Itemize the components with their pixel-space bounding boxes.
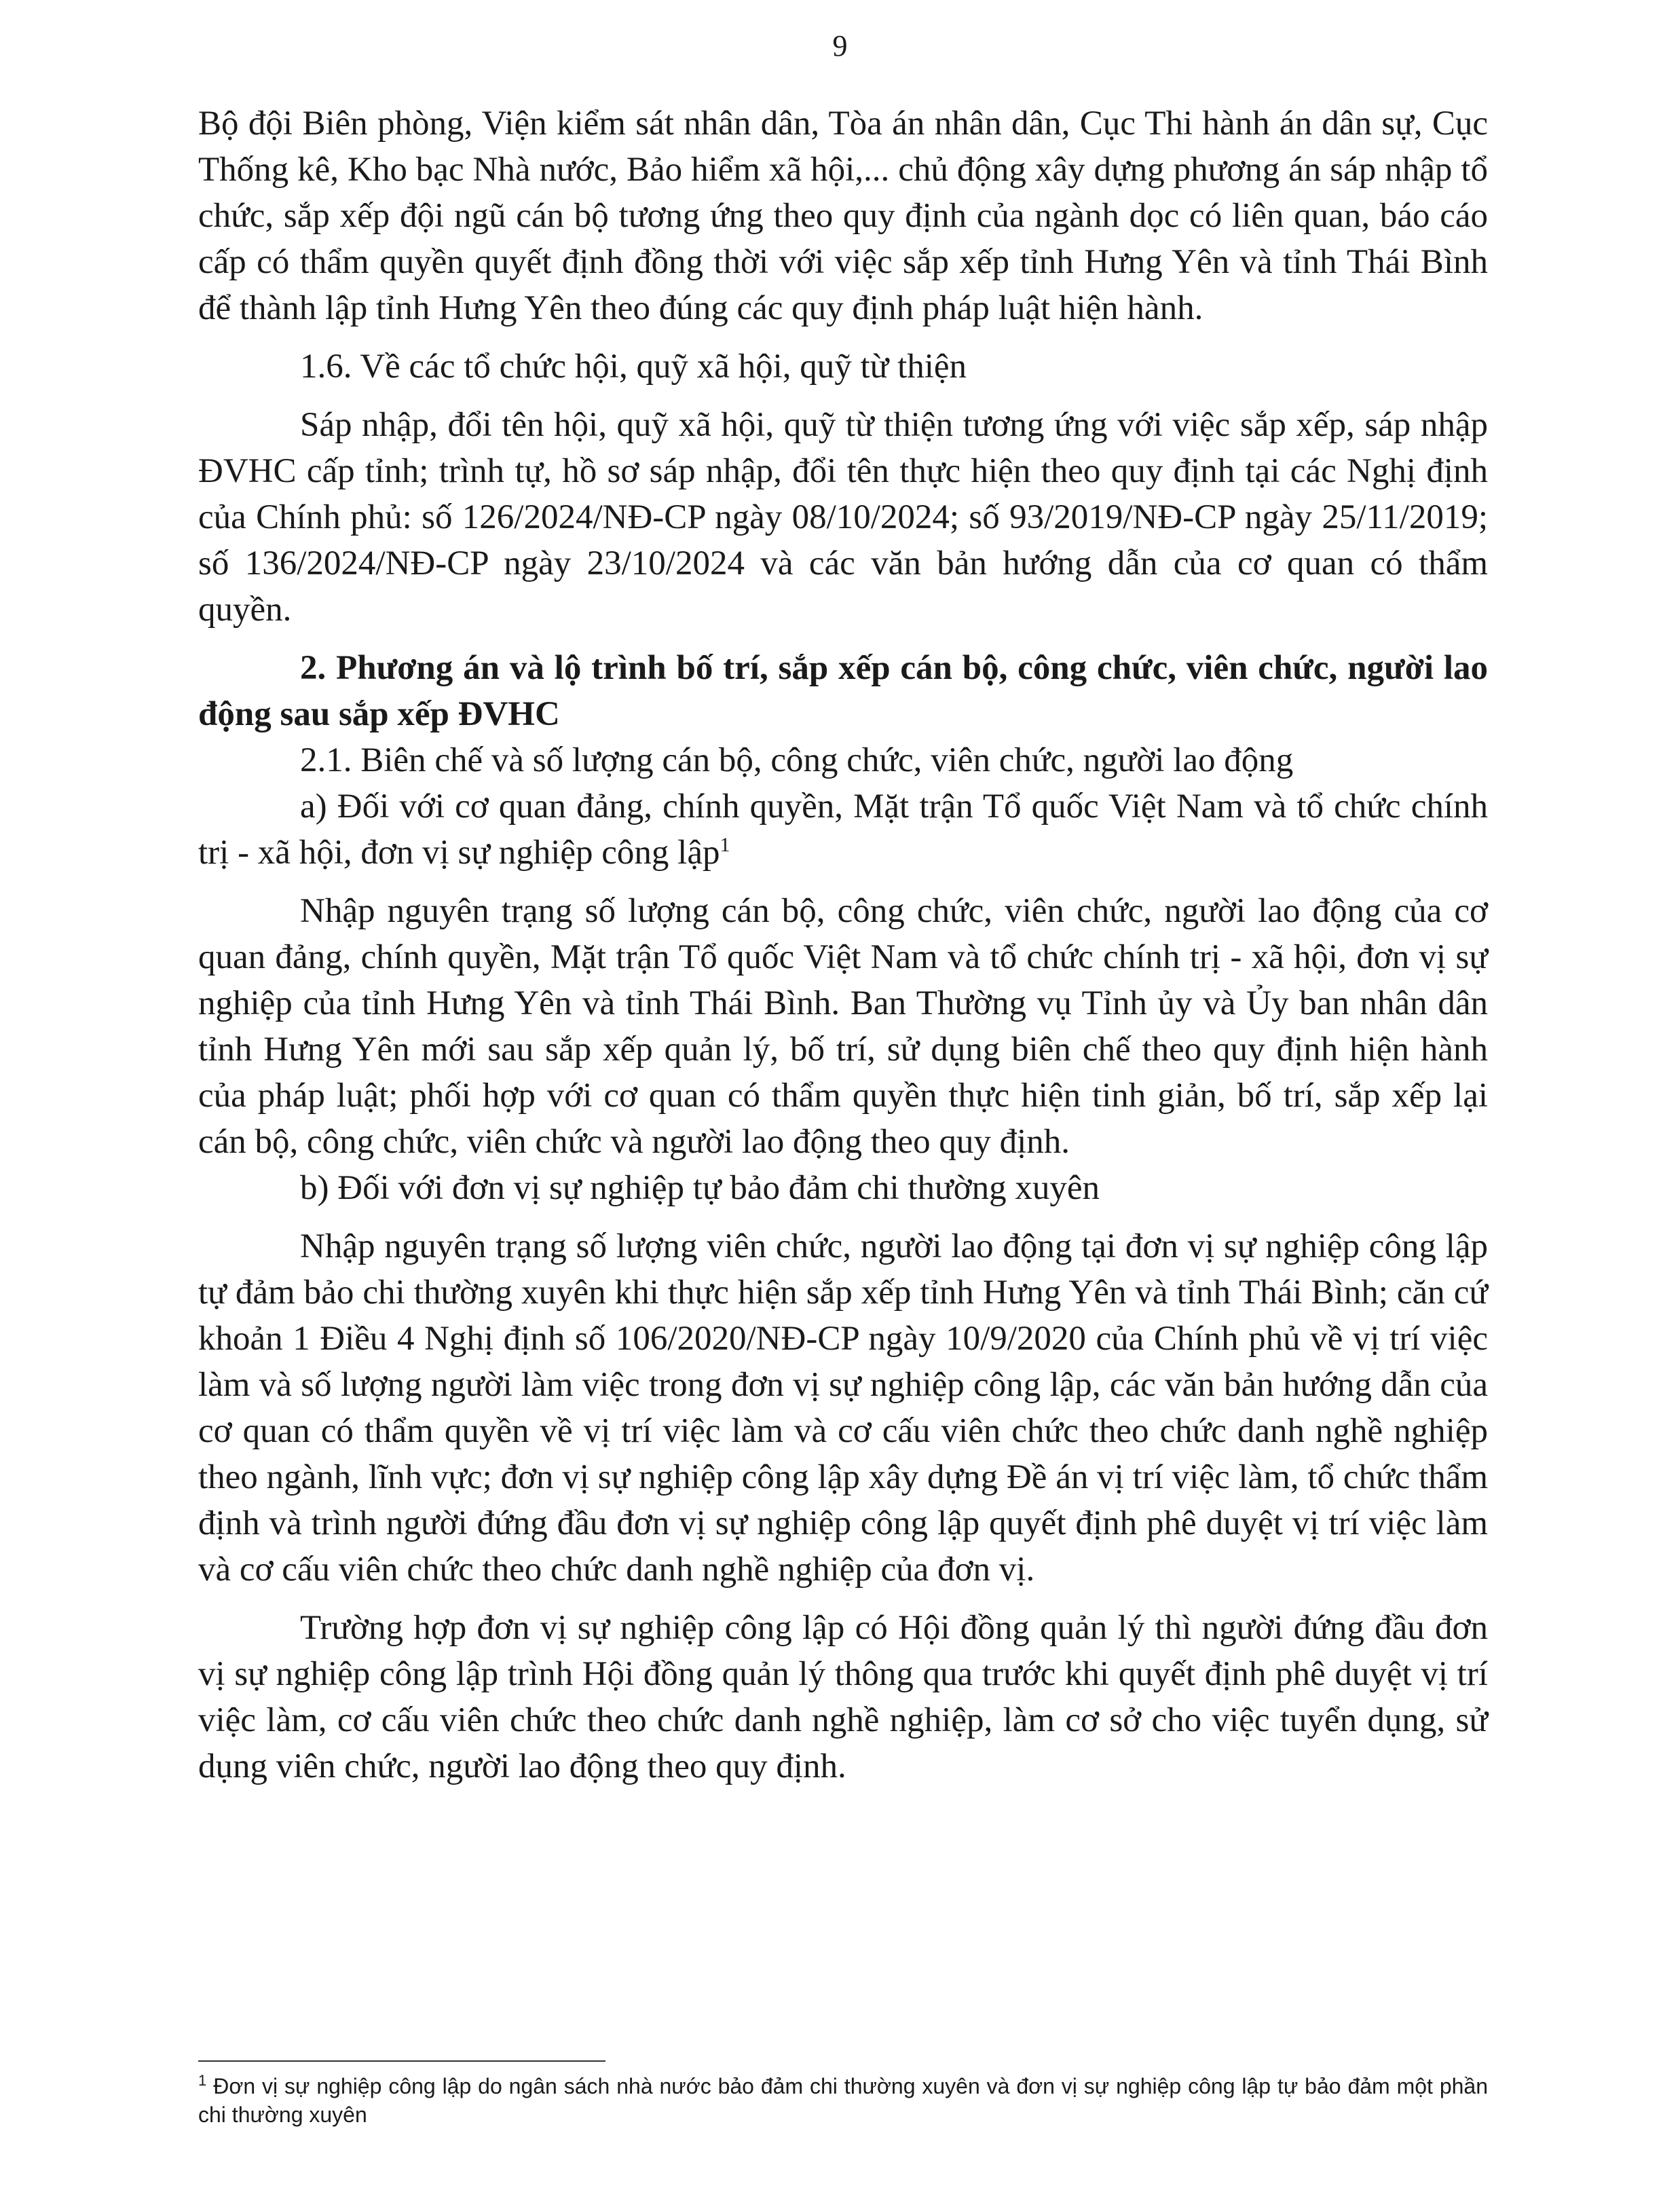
paragraph-associations: Sáp nhập, đổi tên hội, quỹ xã hội, quỹ từ thiện tương ứng với việc sắp xếp, sáp nhập ĐVHC cấp tỉnh; trình tự, hồ sơ sáp nhập, đổi tên thực hiện theo quy định tại các Nghị định của Chính phủ: số 126/2024/NĐ-CP ngày 08/10/2024; số 93/2019/NĐ-CP ngày 25/11/2019; số 136/2024/NĐ-CP ngày 23/10/2024 và các văn bản hướng dẫn của cơ quan có thẩm quyền. — [198, 406, 1488, 629]
paragraph-continuation: Bộ đội Biên phòng, Viện kiểm sát nhân dân, Tòa án nhân dân, Cục Thi hành án dân sự, Cục Thống kê, Kho bạc Nhà nước, Bảo hiểm xã hội,... chủ động xây dựng phương án sáp nhập tổ chức, sắp xếp đội ngũ cán bộ tương ứng theo quy định của ngành dọc có liên quan, báo cáo cấp có thẩm quyền quyết định đồng thời với việc sắp xếp tỉnh Hưng Yên và tỉnh Thái Bình để thành lập tỉnh Hưng Yên theo đúng các quy định pháp luật hiện hành. — [198, 105, 1488, 327]
section-heading-2: 2. Phương án và lộ trình bố trí, sắp xếp cán bộ, công chức, viên chức, người lao động sau sắp xếp ĐVHC — [198, 649, 1488, 733]
item-heading-b: b) Đối với đơn vị sự nghiệp tự bảo đảm chi thường xuyên — [300, 1169, 1100, 1207]
item-heading-a — [198, 783, 1488, 876]
footnote-text: Đơn vị sự nghiệp công lập do ngân sách nhà nước bảo đảm chi thường xuyên và đơn vị sự nghiệp công lập tự bảo đảm một phần chi thường xuyên — [198, 2074, 1488, 2127]
paragraph-staff-merge: Nhập nguyên trạng số lượng cán bộ, công chức, viên chức, người lao động của cơ quan đảng, chính quyền, Mặt trận Tổ quốc Việt Nam và tổ chức chính trị - xã hội, đơn vị sự nghiệp của tỉnh Hưng Yên và tỉnh Thái Bình. Ban Thường vụ Tỉnh ủy và Ủy ban nhân dân tỉnh Hưng Yên mới sau sắp xếp quản lý, bố trí, sử dụng biên chế theo quy định hiện hành của pháp luật; phối hợp với cơ quan có thẩm quyền thực hiện tinh giản, bố trí, sắp xếp lại cán bộ, công chức, viên chức và người lao động theo quy định. — [198, 892, 1488, 1161]
item-heading-a-text: a) Đối với cơ quan đảng, chính quyền, Mặt trận Tổ quốc Việt Nam và tổ chức chính trị - xã hội, đơn vị sự nghiệp công lập — [198, 787, 1488, 872]
paragraph-management-board: Trường hợp đơn vị sự nghiệp công lập có Hội đồng quản lý thì người đứng đầu đơn vị sự nghiệp công lập trình Hội đồng quản lý thông qua trước khi quyết định phê duyệt vị trí việc làm, cơ cấu viên chức theo chức danh nghề nghiệp, làm cơ sở cho việc tuyển dụng, sử dụng viên chức, người lao động theo quy định. — [198, 1609, 1488, 1785]
footnote-reference: 1 — [720, 834, 730, 856]
document-body — [198, 100, 1488, 1790]
footnote-divider — [198, 2060, 605, 2062]
subsection-heading-1-6: 1.6. Về các tổ chức hội, quỹ xã hội, quỹ từ thiện — [300, 348, 967, 386]
page-number: 9 — [832, 29, 848, 62]
subsection-heading-2-1: 2.1. Biên chế và số lượng cán bộ, công chức, viên chức, người lao động — [300, 741, 1294, 779]
footnote-mark: 1 — [198, 2072, 207, 2090]
paragraph-self-funded-units: Nhập nguyên trạng số lượng viên chức, người lao động tại đơn vị sự nghiệp công lập tự đảm bảo chi thường xuyên khi thực hiện sắp xếp tỉnh Hưng Yên và tỉnh Thái Bình; căn cứ khoản 1 Điều 4 Nghị định số 106/2020/NĐ-CP ngày 10/9/2020 của Chính phủ về vị trí việc làm và số lượng người làm việc trong đơn vị sự nghiệp công lập, các văn bản hướng dẫn của cơ quan có thẩm quyền về vị trí việc làm và cơ cấu viên chức theo chức danh nghề nghiệp theo ngành, lĩnh vực; đơn vị sự nghiệp công lập xây dựng Đề án vị trí việc làm, tổ chức thẩm định và trình người đứng đầu đơn vị sự nghiệp công lập quyết định phê duyệt vị trí việc làm và cơ cấu viên chức theo chức danh nghề nghiệp của đơn vị. — [198, 1227, 1488, 1589]
footnote — [198, 2072, 1488, 2129]
